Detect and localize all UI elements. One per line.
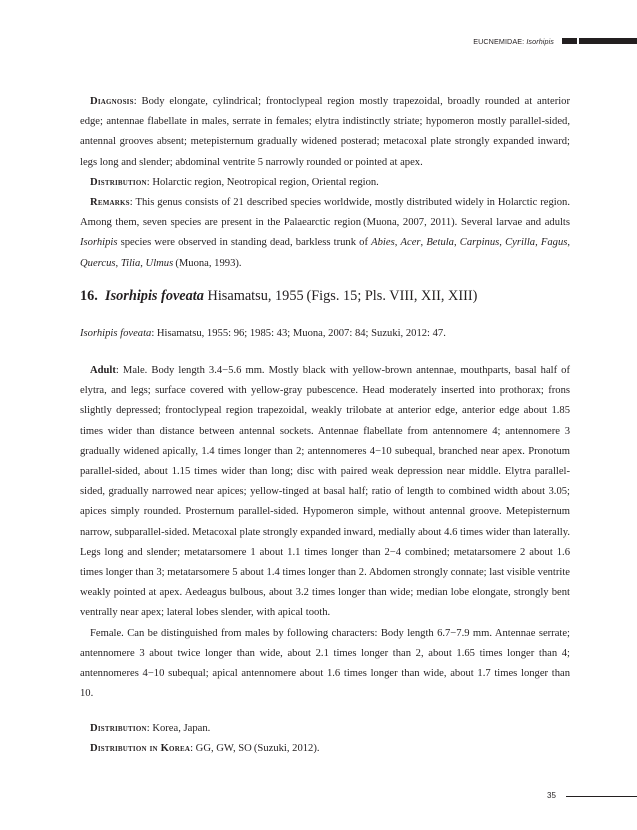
species-description bbox=[80, 361, 570, 704]
host-genus: Carpinus bbox=[459, 237, 500, 249]
synonym-references: : Hisamatsu, 1955: 96; 1985: 43; Muona, 2007: 84; Suzuki, 2012: 47. bbox=[151, 328, 446, 339]
host-genus: Quercus bbox=[80, 257, 116, 269]
remarks-text-2: species were observed in standing dead, barkless trunk of bbox=[117, 237, 372, 249]
separator: , bbox=[394, 237, 401, 249]
remarks-paragraph bbox=[80, 193, 570, 274]
species-distribution-text: : Korea, Japan. bbox=[146, 723, 211, 734]
host-genus: Cyrilla bbox=[505, 237, 536, 249]
female-paragraph: Female. Can be distinguished from males by following characters: Body length 6.7−7.9 mm. Antennae serrate; antennomere 3 about twice longer than wide, about 2.1 times longer than 2, about 1.65 times longer than 4; antennomeres 4−10 subequal; apical antennomere about 1.6 times longer than wide, about 1.7 times longer than 10. bbox=[80, 627, 570, 700]
adult-text: : Male. Body length 3.4−5.6 mm. Mostly black with yellow-brown antennae, mouthparts, basal half of elytra, and legs; surface covered with yellow-gray pubescence. Head moderately inserted into prothorax; frons slightly depressed; frontoclypeal region trapezoidal, weakly trilobate at anterior edge, anterior edge about 1.85 times wider than distance between antennal sockets. Antennae flabellate from antennomere 4; antennomere 3 gradually widened apically, 1.4 times longer than 2; antennomeres 4−10 subequal, branched near apex. Pronotum parallel-sided, about 1.15 times wider than long; disc with paired weak depression near middle. Elytra parallel-sided, gradually narrowed near apices; yellow-tinged at basal half; ratio of length to combined width about 3.05; apices simply rounded. Prosternum parallel-sided. Hypomeron simple, without antennal groove. Metepisternum narrow, subparallel-sided. Metacoxal plate strongly expanded inward, medially about 4.6 times wider than laterally. Legs long and slender; metatarsomere 1 about 1.1 times longer than 2−4 combined; metatarsomere 2 about 1.6 times longer than 3; metatarsomere 5 about 1.4 times longer than 2. Abdomen strongly connate; last visible ventrite weakly pointed at apex. Aedeagus bulbous, about 3.2 times longer than wide; median lobe elongate, strongly bent ventrally near apex; lateral lobes slender, with apical tooth. bbox=[80, 365, 570, 619]
separator: , bbox=[567, 237, 571, 249]
remarks-label: Remarks bbox=[90, 197, 130, 209]
remarks-text: : This genus consists of 21 described species worldwide, mostly distributed widely in Holarctic region. Among them, seven species are present in the Palaearctic region (Muona, 2007, 2011). Several larvae and adults bbox=[80, 197, 570, 229]
separator: , bbox=[115, 257, 121, 269]
genus-section bbox=[80, 92, 570, 274]
distribution-text: : Holarctic region, Neotropical region, Oriental region. bbox=[146, 176, 379, 188]
diagnosis-label: Diagnosis bbox=[90, 96, 134, 107]
host-genus: Ulmus bbox=[145, 257, 174, 269]
separator: , bbox=[453, 237, 460, 249]
host-genus: Abies bbox=[371, 237, 395, 249]
distribution-korea-label: Distribution in Korea bbox=[90, 743, 191, 755]
adult-paragraph bbox=[80, 361, 570, 624]
distribution-paragraph bbox=[80, 173, 570, 193]
species-distribution-paragraph bbox=[80, 719, 570, 739]
species-number: 16. bbox=[80, 288, 98, 304]
header-family: EUCNEMIDAE: bbox=[473, 37, 527, 46]
species-distribution-label: Distribution bbox=[90, 723, 147, 734]
distribution-label: Distribution bbox=[90, 176, 147, 188]
remarks-citation: (Muona, 1993). bbox=[173, 257, 242, 269]
page-number: 35 bbox=[547, 791, 556, 800]
synonym-name: Isorhipis foveata bbox=[80, 328, 152, 339]
diagnosis-paragraph bbox=[80, 92, 570, 173]
running-header bbox=[0, 36, 637, 52]
separator: , bbox=[420, 237, 427, 249]
adult-label: Adult bbox=[90, 365, 116, 376]
header-genus: Isorhipis bbox=[526, 37, 554, 46]
footer-rule bbox=[566, 796, 637, 797]
distribution-korea-text: : GG, GW, SO (Suzuki, 2012). bbox=[190, 743, 320, 755]
separator: , bbox=[535, 237, 541, 249]
host-genus: Tilia bbox=[120, 257, 141, 269]
separator: , bbox=[140, 257, 146, 269]
separator: , bbox=[499, 237, 506, 249]
species-name: Isorhipis foveata bbox=[105, 288, 204, 304]
running-header-text bbox=[473, 37, 554, 46]
diagnosis-text: : Body elongate, cylindrical; frontoclypeal region mostly trapezoidal, broadly rounded at anterior edge; antennae flabellate in males, serrate in females; elytra indistinctly striate; hypomeron mostly parallel-sided, antennal grooves absent; metepisternum gradually widened posterad; metacoxal plate strongly expanded inward; legs long and slender; abdominal ventrite 5 narrowly rounded or pointed at apex. bbox=[80, 96, 570, 168]
synonymy-line bbox=[80, 328, 446, 339]
host-genus: Acer bbox=[400, 237, 421, 249]
host-genus: Betula bbox=[426, 237, 454, 249]
species-author: Hisamatsu, 1955 (Figs. 15; Pls. VIII, XII, XIII) bbox=[203, 288, 478, 304]
species-heading bbox=[80, 288, 477, 305]
header-bar bbox=[579, 38, 637, 44]
remarks-genus: Isorhipis bbox=[80, 237, 118, 249]
distribution-korea-paragraph bbox=[80, 739, 570, 759]
host-genus: Fagus bbox=[540, 237, 568, 249]
species-distribution bbox=[80, 719, 570, 759]
